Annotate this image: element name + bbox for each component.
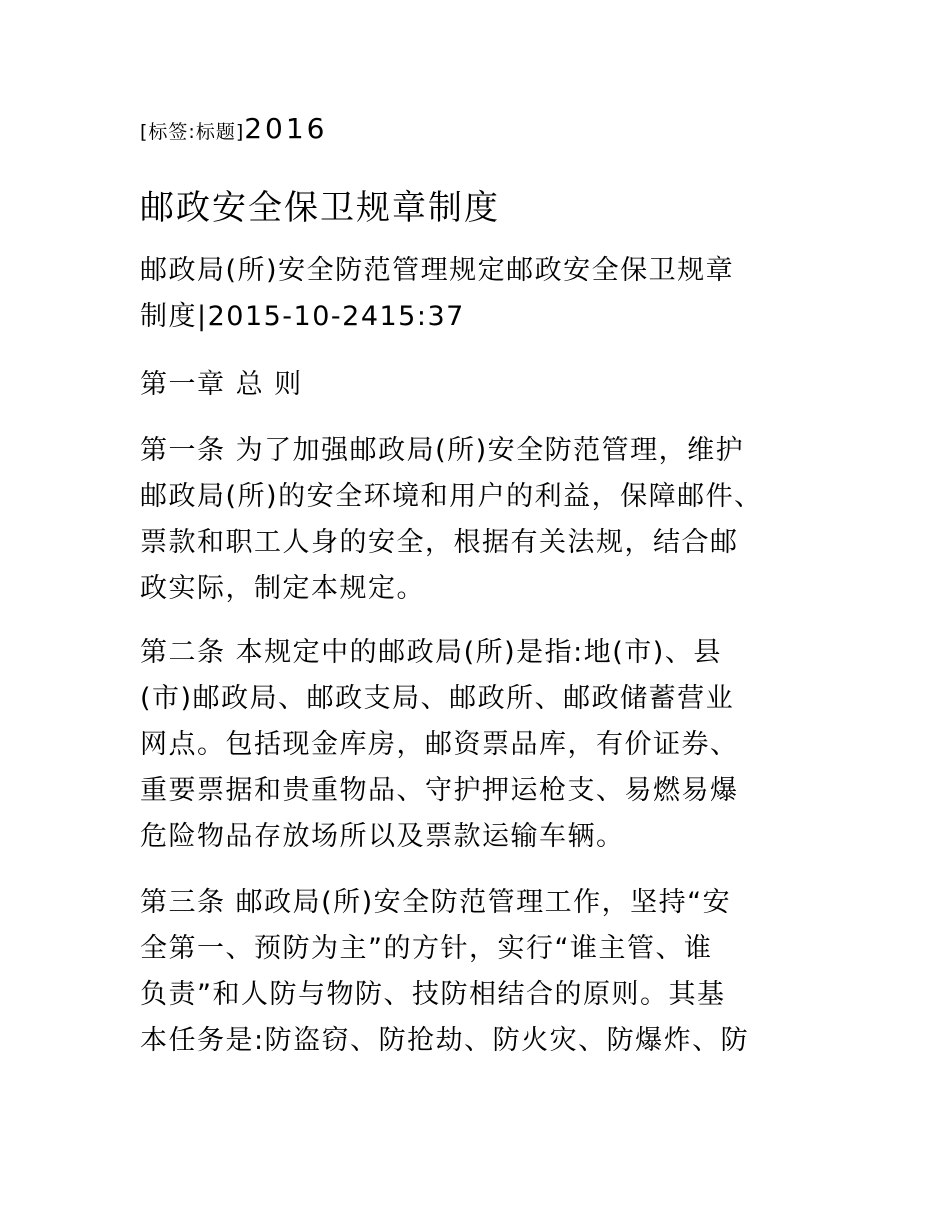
tag-label: [标签:标题]: [140, 121, 245, 143]
article-line: 全第一、预防为主”的方针，实行“谁主管、谁: [140, 933, 713, 964]
subtitle-line: 制度|2015-10-2415:37: [140, 301, 465, 332]
subtitle: [140, 248, 820, 340]
tag-line: [140, 112, 328, 145]
article-line: 政实际，制定本规定。: [140, 573, 425, 604]
article-line: 网点。包括现金库房，邮资票品库，有价证券、: [140, 729, 739, 760]
article-line: 负责”和人防与物防、技防相结合的原则。其基: [140, 979, 726, 1010]
document-title: 邮政安全保卫规章制度: [140, 188, 500, 228]
chapter-heading-text: 第一章 总 则: [140, 369, 303, 400]
subtitle-line: 邮政局(所)安全防范管理规定邮政安全保卫规章: [140, 255, 735, 286]
article-line: 危险物品存放场所以及票款运输车辆。: [140, 821, 625, 852]
article-line: 第二条 本规定中的邮政局(所)是指:地(市)、县: [140, 637, 722, 668]
chapter-heading: [140, 362, 820, 408]
article-line: 本任务是:防盗窃、防抢劫、防火灾、防爆炸、防: [140, 1025, 750, 1056]
article-line: 第一条 为了加强邮政局(所)安全防范管理，维护: [140, 435, 745, 466]
article-line: 第三条 邮政局(所)安全防范管理工作，坚持“安: [140, 887, 732, 918]
article-2: [140, 630, 820, 860]
article-3: [140, 880, 820, 1064]
article-line: (市)邮政局、邮政支局、邮政所、邮政储蓄营业: [140, 683, 735, 714]
tag-year: 2016: [244, 112, 328, 145]
article-1: [140, 428, 820, 612]
article-line: 邮政局(所)的安全环境和用户的利益，保障邮件、: [140, 481, 763, 512]
article-line: 票款和职工人身的安全，根据有关法规，结合邮: [140, 527, 739, 558]
article-line: 重要票据和贵重物品、守护押运枪支、易燃易爆: [140, 775, 739, 806]
